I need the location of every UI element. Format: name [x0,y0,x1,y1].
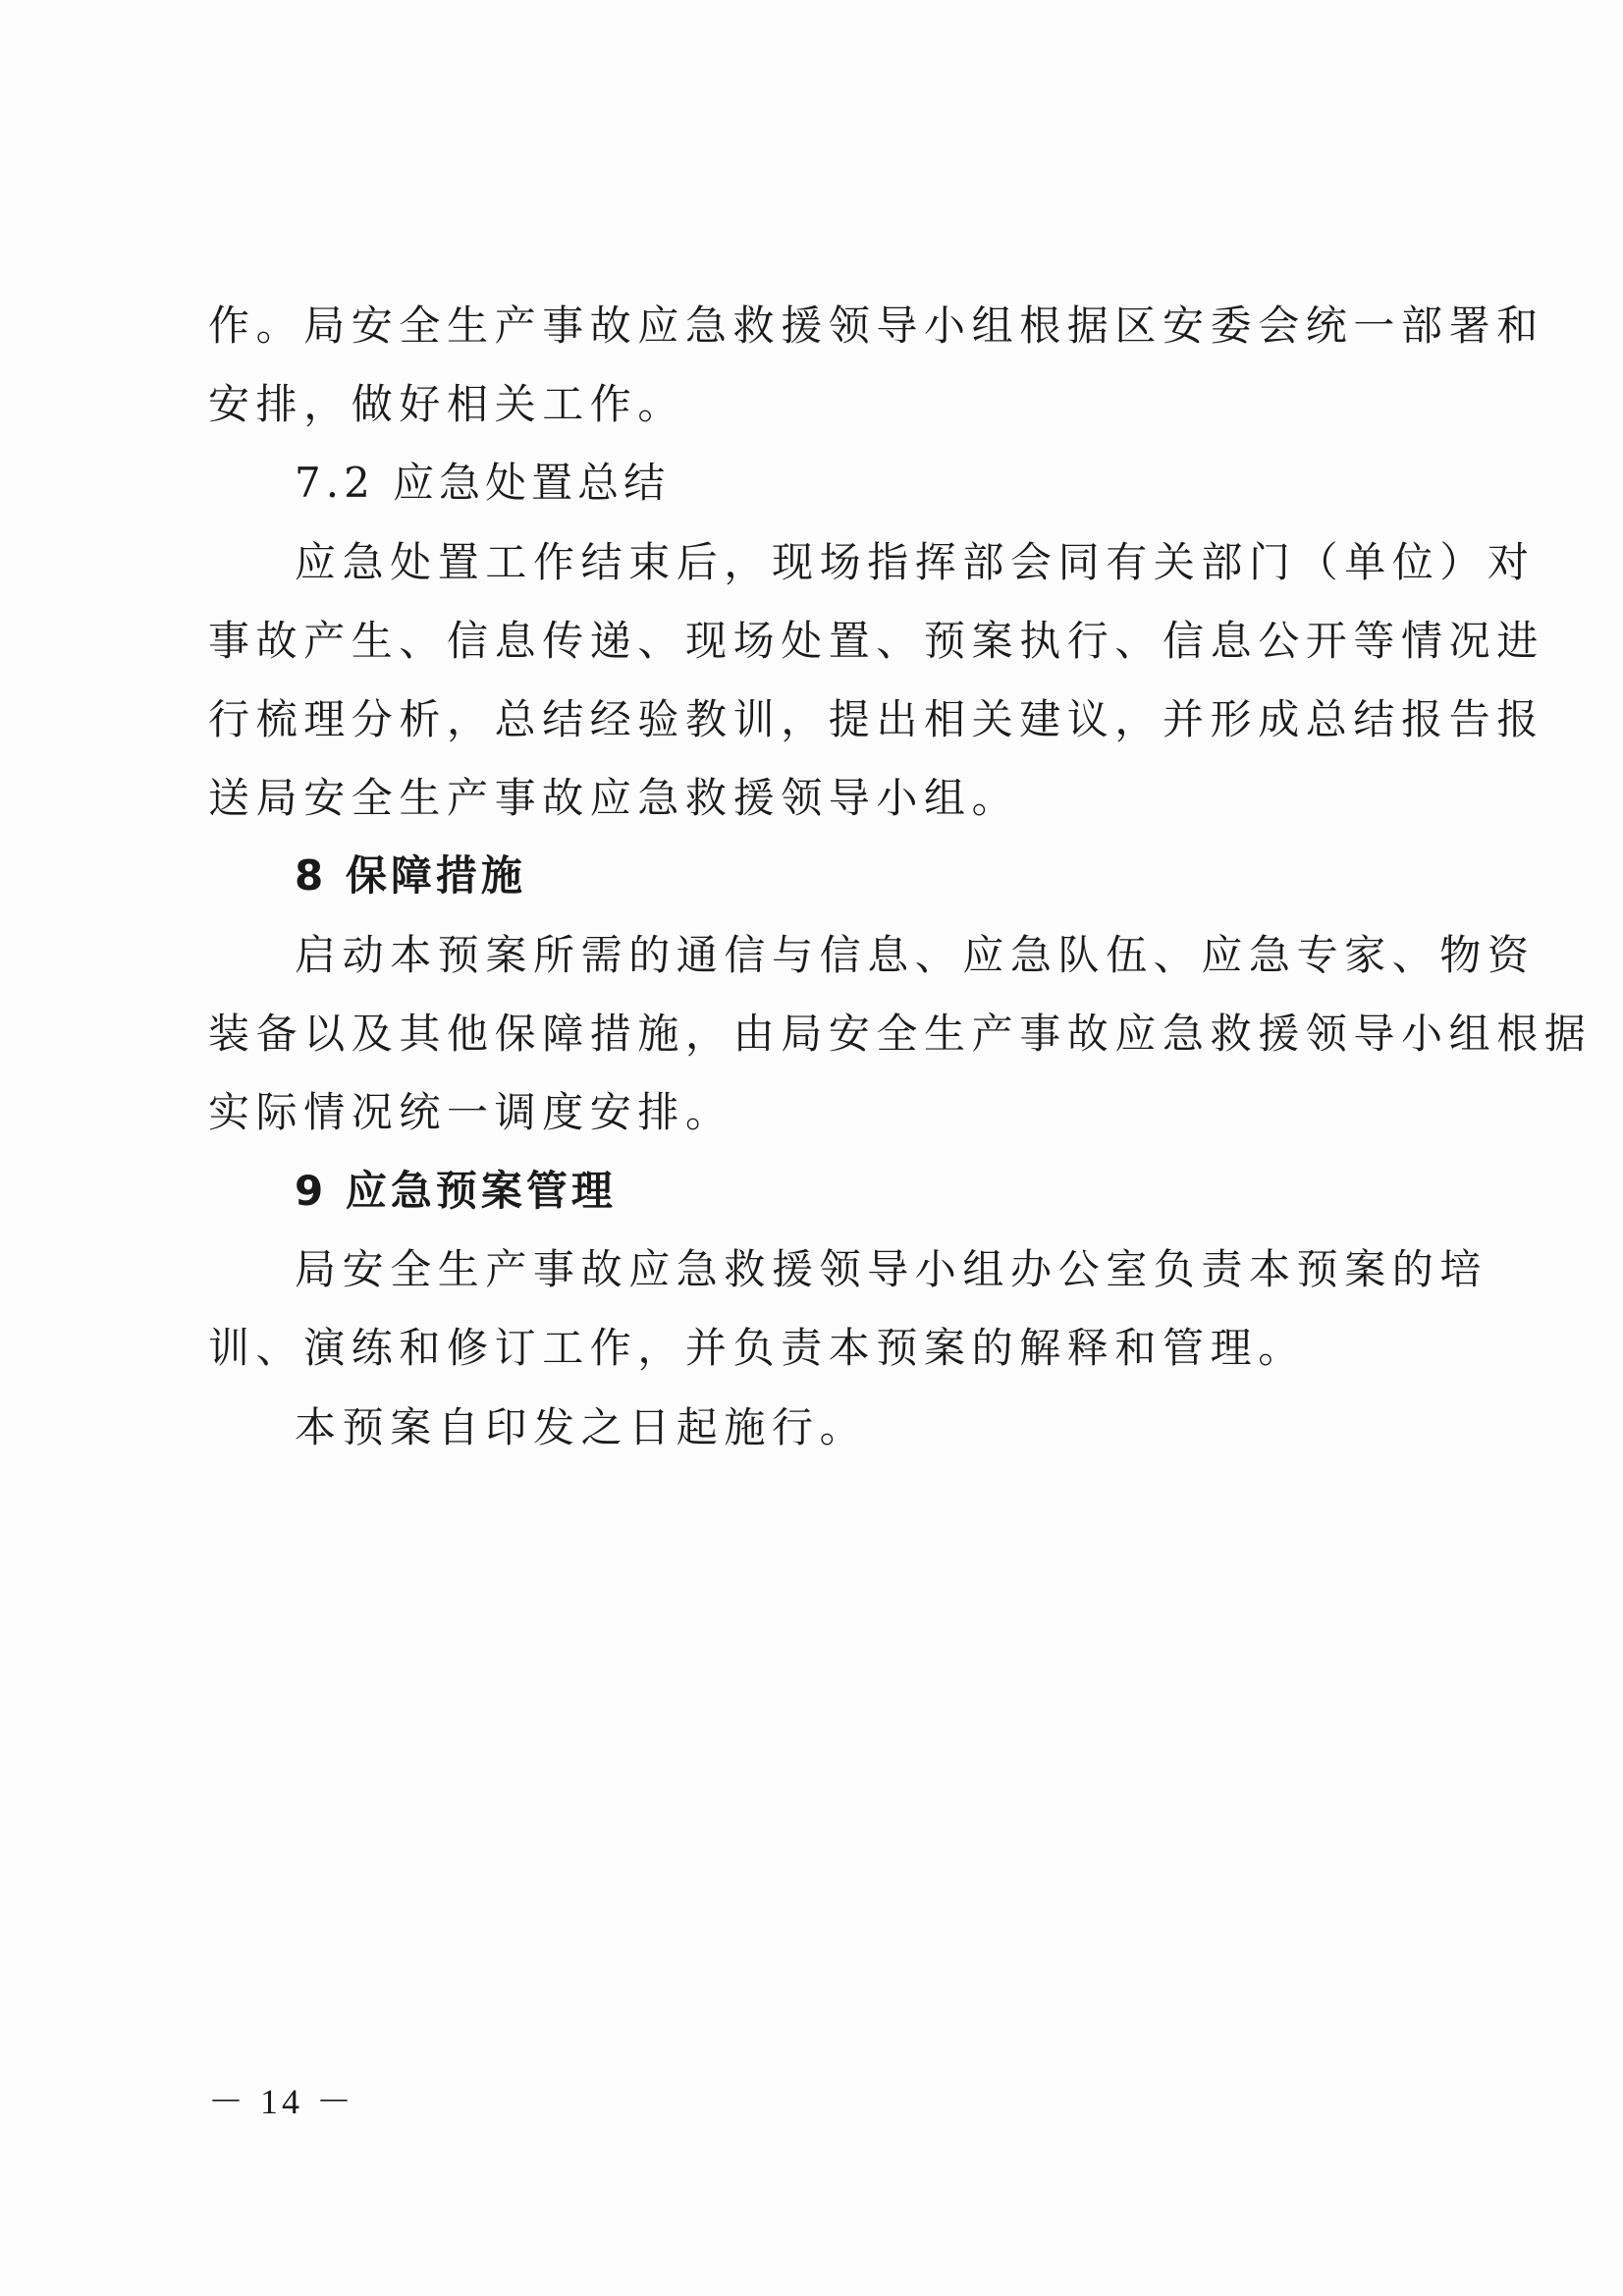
closing-line: 本预案自印发之日起施行。 [295,1403,868,1451]
paragraph-line: 启动本预案所需的通信与信息、应急队伍、应急专家、物资 [295,931,1536,979]
paragraph-line: 事故产生、信息传递、现场处置、预案执行、信息公开等情况进 [208,617,1544,665]
paragraph-line: 局安全生产事故应急救援领导小组办公室负责本预案的培 [295,1245,1488,1293]
paragraph-line: 安排，做好相关工作。 [208,380,686,428]
section-heading-8: 8 保障措施 [295,851,526,900]
paragraph-line: 送局安全生产事故应急救援领导小组。 [208,774,1020,822]
paragraph-line: 作。局安全生产事故应急救援领导小组根据区安委会统一部署和 [208,301,1544,350]
paragraph-line: 装备以及其他保障措施，由局安全生产事故应急救援领导小组根据 [208,1010,1593,1058]
paragraph-line: 行梳理分析，总结经验教训，提出相关建议，并形成总结报告报 [208,695,1544,743]
paragraph-line: 应急处置工作结束后，现场指挥部会同有关部门（单位）对 [295,538,1536,586]
paragraph-line: 实际情况统一调度安排。 [208,1088,733,1136]
paragraph-line: 训、演练和修订工作，并负责本预案的解释和管理。 [208,1324,1306,1372]
section-heading-9: 9 应急预案管理 [295,1167,617,1215]
section-heading-7-2: 7.2 应急处置总结 [295,459,671,507]
page-number: － 14 － [208,2082,356,2121]
